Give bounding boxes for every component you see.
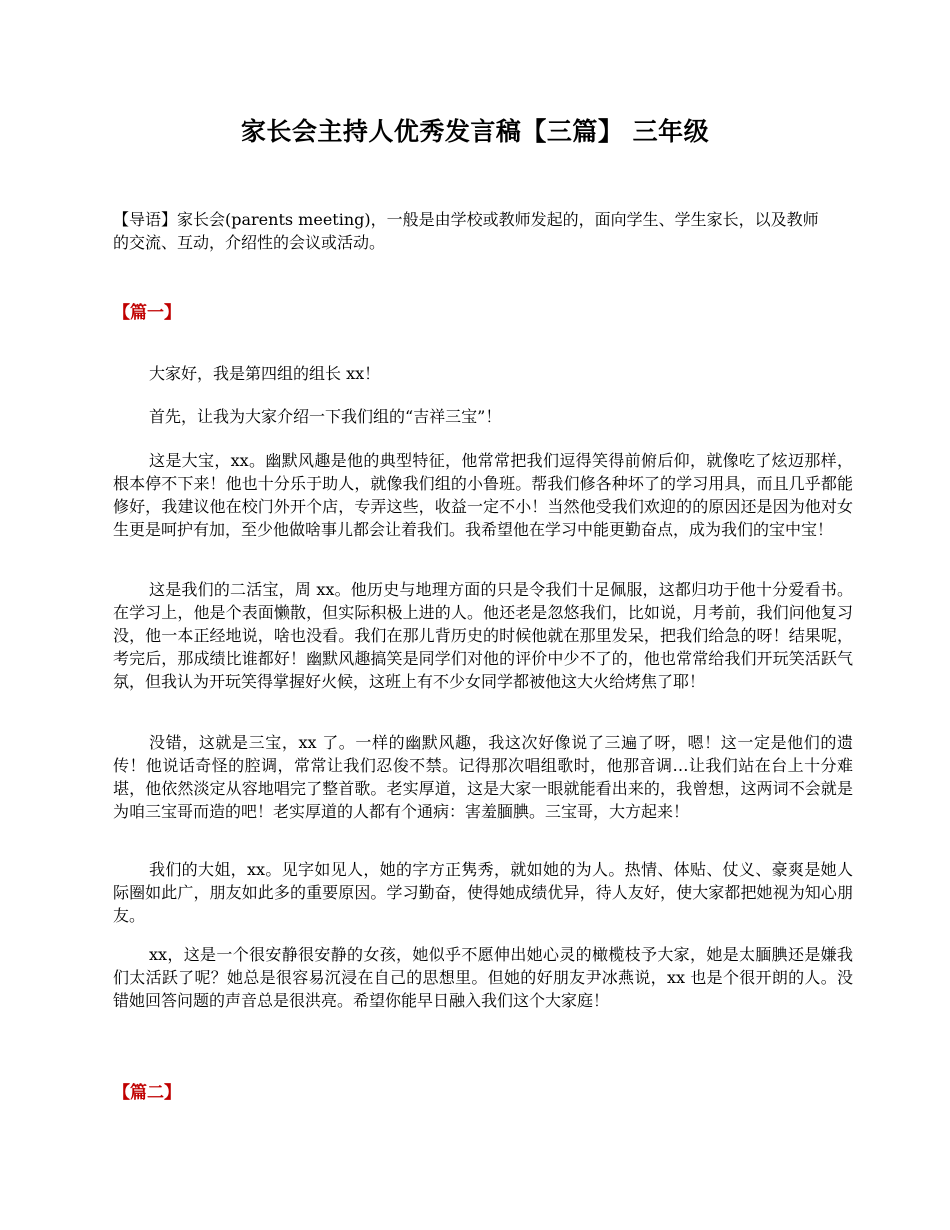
paragraph: 首先，让我为大家介绍一下我们组的“吉祥三宝”！ [149,407,502,426]
paragraph: 这是大宝，xx。幽默风趣是他的典型特征，他常常把我们逗得笑得前俯后仰，就像吃了炫迈那样，根本停不下来！他也十分乐于助人，就像我们组的小鲁班。帮我们修各种坏了的学习用具，而且几乎都能修好，我建议他在校门外开个店，专弄这些，收益一定不小！当然他受我们欢迎的的原因还是因为他对女生更是呵护有加，至少他做啥事儿都会让着我们。我希望他在学习中能更勤奋点，成为我们的宝中宝！ [113,451,853,539]
paragraph: 大家好，我是第四组的组长 xx！ [149,364,381,383]
intro-paragraph: 【导语】家长会(parents meeting)，一般是由学校或教师发起的，面向学生、学生家长，以及教师的交流、互动，介绍性的会议或活动。 [113,210,819,252]
section-one-heading: 【篇一】 [113,303,181,323]
paragraph: 没错，这就是三宝，xx 了。一样的幽默风趣，我这次好像说了三遍了呀，嗯！这一定是他们的遗传！他说话奇怪的腔调，常常让我们忍俊不禁。记得那次唱组歌时，他那音调…让我们站在台上十分难堪，他依然淡定从容地唱完了整首歌。老实厚道，这是大家一眼就能看出来的，我曾想，这两词不会就是为咱三宝哥而造的吧！老实厚道的人都有个通病：害羞腼腆。三宝哥，大方起来！ [113,733,853,821]
document-title: 家长会主持人优秀发言稿【三篇】 三年级 [240,117,710,146]
section-two-heading: 【篇二】 [113,1083,181,1103]
paragraph: xx，这是一个很安静很安静的女孩，她似乎不愿伸出她心灵的橄榄枝予大家，她是太腼腆还是嫌我们太活跃了呢？她总是很容易沉浸在自己的思想里。但她的好朋友尹冰燕说，xx 也是个很开朗的人。没错她回答问题的声音总是很洪亮。希望你能早日融入我们这个大家庭！ [113,945,853,1010]
paragraph: 我们的大姐，xx。见字如见人，她的字方正隽秀，就如她的为人。热情、体贴、仗义、豪爽是她人际圈如此广，朋友如此多的重要原因。学习勤奋，使得她成绩优异，待人友好，使大家都把她视为知心朋友。 [113,860,853,925]
paragraph: 这是我们的二活宝，周 xx。他历史与地理方面的只是令我们十足佩服，这都归功于他十分爱看书。在学习上，他是个表面懒散，但实际积极上进的人。他还老是忽悠我们，比如说，月考前，我们问他复习没，他一本正经地说，啥也没看。我们在那儿背历史的时候他就在那里发呆，把我们给急的呀！结果呢，考完后，那成绩比谁都好！幽默风趣搞笑是同学们对他的评价中少不了的，他也常常给我们开玩笑活跃气氛，但我认为开玩笑得掌握好火候，这班上有不少女同学都被他这大火给烤焦了耶！ [113,580,853,691]
